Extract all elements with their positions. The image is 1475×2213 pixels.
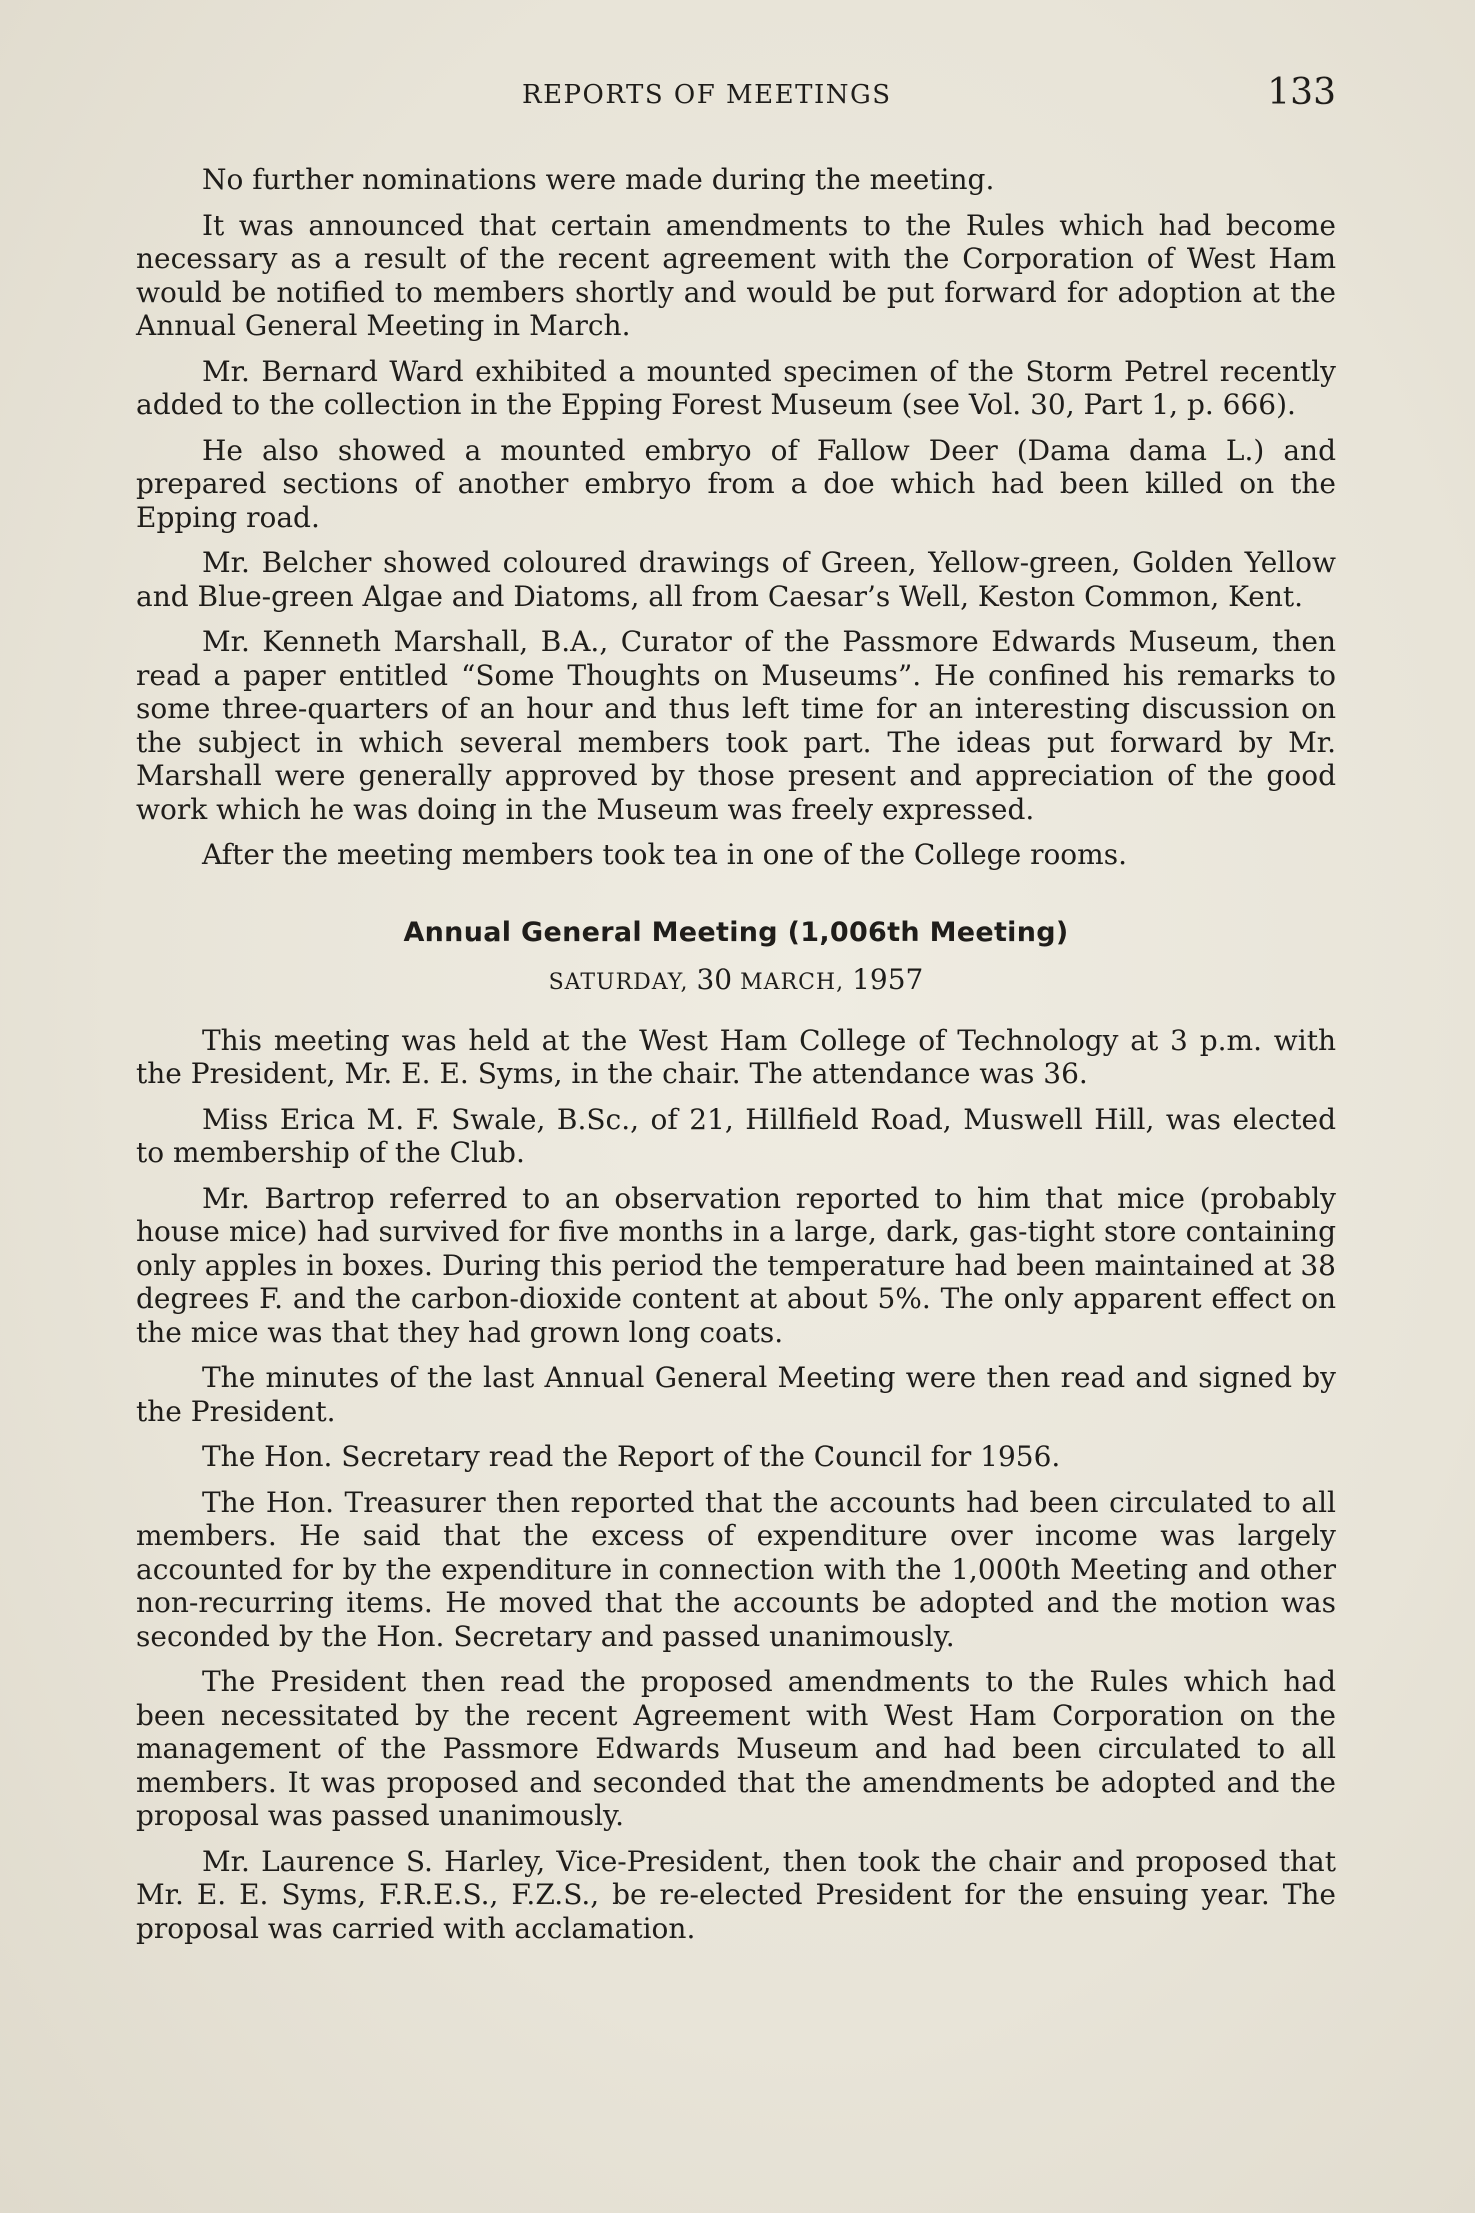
paragraph: Mr. Bartrop referred to an observation reported to him that mice (probably house mice) had survived for five months in a large, dark, gas-tight store containing only apples in boxes. During this period the temperature had been maintained at 38 degrees F. and the carbon-dioxide content at about 5%. The only apparent effect on the mice was that they had grown long coats.: [136, 1181, 1336, 1349]
paragraph: Mr. Laurence S. Harley, Vice-President, then took the chair and proposed that Mr. E. E. Syms, F.R.E.S., F.Z.S., be re-elected President for the ensuing year. The proposal was carried with acclamation.: [136, 1844, 1336, 1945]
page-number: 133: [1267, 72, 1336, 113]
paragraph: The Hon. Treasurer then reported that the accounts had been circulated to all members. He said that the excess of expenditure over income was largely accounted for by the expenditure in connection with the 1,000th Meeting and other non-recurring items. He moved that the accounts be adopted and the motion was seconded by the Hon. Secretary and passed unanimously.: [136, 1485, 1336, 1653]
date-month: MARCH,: [740, 970, 845, 995]
page-header: [136, 72, 1336, 122]
paragraph: Mr. Kenneth Marshall, B.A., Curator of the Passmore Edwards Museum, then read a paper entitled “Some Thoughts on Museums”. He confined his remarks to some three-quarters of an hour and thus left time for an interesting discussion on the subject in which several members took part. The ideas put forward by Mr. Marshall were generally approved by those present and appreciation of the good work which he was doing in the Museum was freely expressed.: [136, 625, 1336, 826]
section-date: [136, 963, 1336, 1000]
date-year: 1957: [852, 963, 924, 996]
paragraph: This meeting was held at the West Ham College of Technology at 3 p.m. with the President, Mr. E. E. Syms, in the chair. The attendance was 36.: [136, 1023, 1336, 1090]
paragraph: The minutes of the last Annual General Meeting were then read and signed by the President.: [136, 1361, 1336, 1428]
paragraph: Mr. Bernard Ward exhibited a mounted specimen of the Storm Petrel recently added to the collection in the Epping Forest Museum (see Vol. 30, Part 1, p. 666).: [136, 354, 1336, 421]
body-text: [136, 163, 1336, 1957]
paragraph: No further nominations were made during the meeting.: [202, 163, 995, 196]
paragraph: He also showed a mounted embryo of Fallow Deer (Dama dama L.) and prepared sections of another embryo from a doe which had been killed on the Epping road.: [136, 433, 1336, 534]
paragraph: The Hon. Secretary read the Report of the Council for 1956.: [202, 1440, 1061, 1473]
date-number: 30: [696, 963, 733, 996]
paragraph: Miss Erica M. F. Swale, B.Sc., of 21, Hillfield Road, Muswell Hill, was elected to membership of the Club.: [136, 1102, 1336, 1169]
paragraph: The President then read the proposed amendments to the Rules which had been necessitated by the recent Agreement with West Ham Corporation on the management of the Passmore Edwards Museum and had been circulated to all members. It was proposed and seconded that the amendments be adopted and the proposal was passed unanimously.: [136, 1665, 1336, 1832]
section-heading: Annual General Meeting (1,006th Meeting): [403, 916, 1069, 948]
paragraph: It was announced that certain amendments to the Rules which had become necessary as a result of the recent agreement with the Corporation of West Ham would be notified to members shortly and would be put forward for adoption at the Annual General Meeting in March.: [136, 208, 1336, 342]
paragraph: Mr. Belcher showed coloured drawings of Green, Yellow-green, Golden Yellow and Blue-green Algae and Diatoms, all from Caesar’s Well, Keston Common, Kent.: [136, 546, 1336, 613]
date-day: SATURDAY,: [548, 970, 689, 995]
running-head: REPORTS OF MEETINGS: [522, 80, 892, 110]
paragraph: After the meeting members took tea in one of the College rooms.: [202, 838, 1127, 871]
